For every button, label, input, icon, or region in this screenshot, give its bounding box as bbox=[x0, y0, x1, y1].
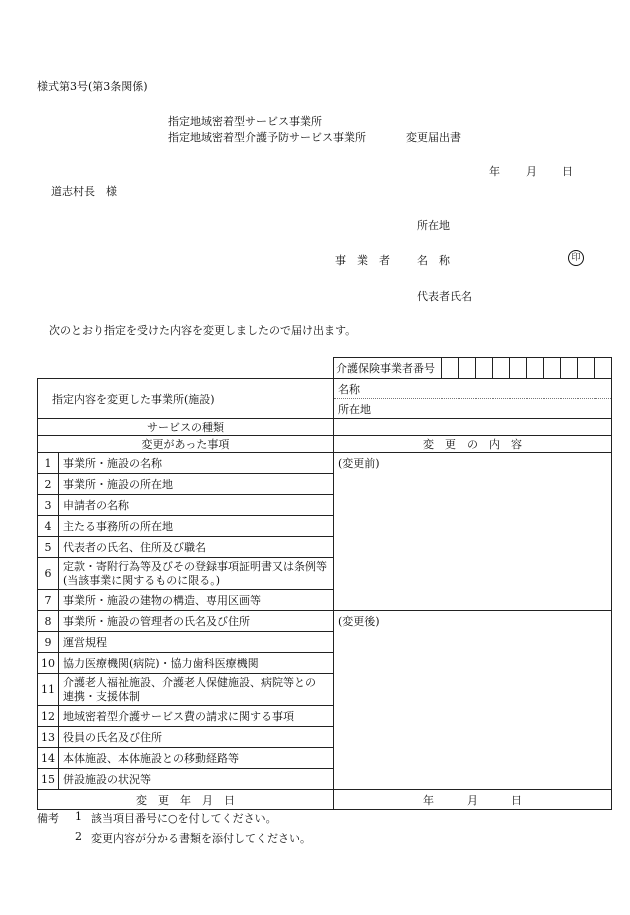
facility-name-label: 名称 bbox=[338, 382, 360, 396]
name-label: 名 称 bbox=[417, 254, 450, 267]
change-date-field[interactable]: 年 月 日 bbox=[334, 790, 612, 810]
item-number[interactable]: 4 bbox=[38, 516, 59, 537]
before-content-field[interactable] bbox=[334, 453, 612, 611]
item-label: 主たる事務所の所在地 bbox=[59, 516, 334, 537]
note1-number: 1 bbox=[75, 810, 82, 823]
representative-label: 代表者氏名 bbox=[417, 290, 472, 303]
seal-mark: 印 bbox=[568, 250, 584, 266]
item-label bbox=[59, 558, 334, 590]
item-label: 事業所・施設の所在地 bbox=[59, 474, 334, 495]
item-number[interactable]: 7 bbox=[38, 590, 59, 611]
date-year: 年 bbox=[489, 165, 500, 178]
item-number[interactable]: 8 bbox=[38, 611, 59, 632]
insurer-digit[interactable] bbox=[561, 358, 578, 379]
address-label: 所在地 bbox=[417, 219, 450, 232]
insurer-digit[interactable] bbox=[476, 358, 493, 379]
item-number[interactable]: 6 bbox=[38, 558, 59, 590]
item-label: 運営規程 bbox=[59, 632, 334, 653]
insurer-digit[interactable] bbox=[442, 358, 459, 379]
item-label: 地域密着型介護サービス費の請求に関する事項 bbox=[59, 706, 334, 727]
facility-address-field[interactable] bbox=[334, 399, 612, 419]
facility-label: 指定内容を変更した事業所(施設) bbox=[38, 379, 334, 419]
note1-text: 該当項目番号に○を付してください。 bbox=[91, 812, 277, 825]
item-label: 事業所・施設の管理者の氏名及び住所 bbox=[59, 611, 334, 632]
business-label: 事 業 者 bbox=[335, 254, 390, 267]
insurer-number-label: 介護保険事業者番号 bbox=[334, 358, 442, 379]
service-type-label: サービスの種類 bbox=[38, 419, 334, 436]
item-number[interactable]: 12 bbox=[38, 706, 59, 727]
item-label bbox=[59, 674, 334, 706]
change-date-label: 変 更 年 月 日 bbox=[38, 790, 334, 810]
items-header: 変更があった事項 bbox=[38, 436, 334, 453]
item-label: 代表者の氏名、住所及び職名 bbox=[59, 537, 334, 558]
item-number[interactable]: 13 bbox=[38, 727, 59, 748]
notes-prefix: 備考 bbox=[37, 812, 59, 825]
item-label: 本体施設、本体施設との移動経路等 bbox=[59, 748, 334, 769]
insurer-digit[interactable] bbox=[595, 358, 612, 379]
note2-number: 2 bbox=[75, 830, 82, 843]
item-label: 協力医療機関(病院)・協力歯科医療機関 bbox=[59, 653, 334, 674]
item-number[interactable]: 5 bbox=[38, 537, 59, 558]
form-number: 様式第3号(第3条関係) bbox=[37, 80, 148, 93]
insurer-digit[interactable] bbox=[527, 358, 544, 379]
insurer-digit[interactable] bbox=[578, 358, 595, 379]
item-number[interactable]: 10 bbox=[38, 653, 59, 674]
item-label: 役員の氏名及び住所 bbox=[59, 727, 334, 748]
title-line2: 指定地域密着型介護予防サービス事業所 bbox=[168, 131, 366, 144]
date-month: 月 bbox=[526, 165, 537, 178]
item-label: 事業所・施設の建物の構造、専用区画等 bbox=[59, 590, 334, 611]
item-number[interactable]: 11 bbox=[38, 674, 59, 706]
title-line1: 指定地域密着型サービス事業所 bbox=[168, 115, 322, 128]
blank-cell bbox=[38, 358, 334, 379]
item-label-line2: (当該事業に関するものに限る。) bbox=[63, 573, 221, 587]
after-content-field[interactable] bbox=[334, 611, 612, 790]
change-form-table bbox=[37, 357, 612, 810]
item-number[interactable]: 9 bbox=[38, 632, 59, 653]
insurer-digit[interactable] bbox=[493, 358, 510, 379]
item-label-line1: 定款・寄附行為等及びその登録事項証明書又は条例等 bbox=[63, 559, 327, 573]
before-label: (変更前) bbox=[338, 457, 380, 470]
facility-address-label: 所在地 bbox=[338, 402, 371, 416]
item-label: 事業所・施設の名称 bbox=[59, 453, 334, 474]
after-label: (変更後) bbox=[338, 615, 380, 628]
facility-name-field[interactable] bbox=[334, 379, 612, 399]
item-number[interactable]: 15 bbox=[38, 769, 59, 790]
item-label-line1: 介護老人福祉施設、介護老人保健施設、病院等との bbox=[63, 675, 316, 689]
item-number[interactable]: 2 bbox=[38, 474, 59, 495]
item-label: 申請者の名称 bbox=[59, 495, 334, 516]
intro-text: 次のとおり指定を受けた内容を変更しましたので届け出ます。 bbox=[49, 324, 357, 337]
item-number[interactable]: 14 bbox=[38, 748, 59, 769]
service-type-field[interactable] bbox=[334, 419, 612, 436]
addressee: 道志村長 様 bbox=[51, 185, 117, 198]
note2-text: 変更内容が分かる書類を添付してください。 bbox=[91, 832, 311, 845]
item-label-line2: 連携・支援体制 bbox=[63, 689, 140, 703]
item-label: 併設施設の状況等 bbox=[59, 769, 334, 790]
title-suffix: 変更届出書 bbox=[406, 131, 461, 144]
content-header: 変 更 の 内 容 bbox=[334, 436, 612, 453]
item-number[interactable]: 1 bbox=[38, 453, 59, 474]
item-number[interactable]: 3 bbox=[38, 495, 59, 516]
insurer-digit[interactable] bbox=[544, 358, 561, 379]
insurer-digit[interactable] bbox=[510, 358, 527, 379]
date-day: 日 bbox=[562, 165, 573, 178]
insurer-digit[interactable] bbox=[459, 358, 476, 379]
